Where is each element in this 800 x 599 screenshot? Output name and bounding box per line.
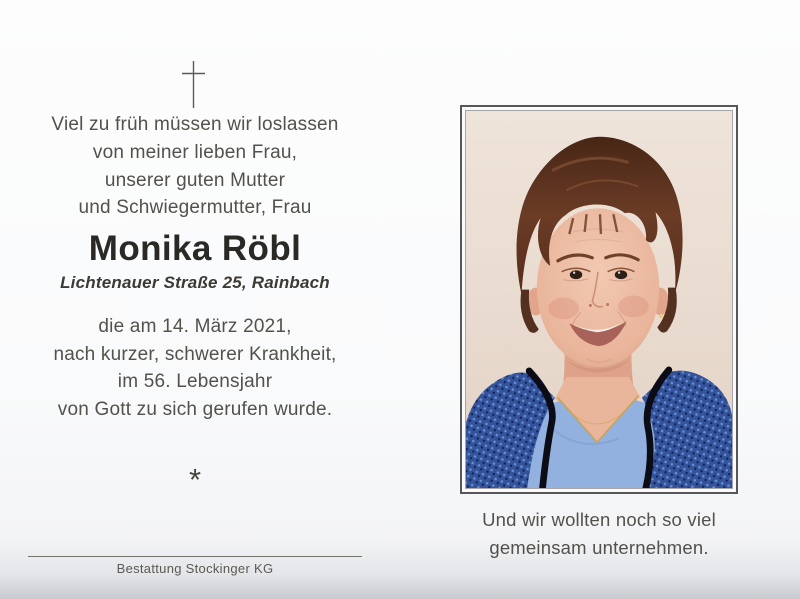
cross-icon: [181, 60, 206, 109]
announcement-line: von meiner lieben Frau,: [92, 141, 298, 163]
deceased-name: Monika Röbl: [88, 229, 302, 268]
announcement-text: [25, 111, 365, 222]
passing-text: [15, 313, 375, 423]
photo-frame: [460, 105, 738, 494]
portrait-illustration: [466, 111, 732, 488]
photo-caption-line: Und wir wollten noch so viel: [482, 509, 716, 530]
passing-line: im 56. Lebensjahr: [117, 371, 273, 393]
announcement-line: unserer guten Mutter: [104, 169, 286, 191]
portrait-photo: [465, 110, 733, 489]
photo-caption: [450, 506, 748, 562]
photo-caption-line: gemeinsam unternehmen.: [489, 537, 709, 558]
announcement-line: Viel zu früh müssen wir loslassen: [51, 114, 339, 135]
signature-line: [28, 556, 362, 557]
funeral-home-name: Bestattung Stockinger KG: [116, 561, 274, 576]
announcement-line: und Schwiegermutter, Frau: [78, 197, 312, 219]
deceased-address: Lichtenauer Straße 25, Rainbach: [60, 273, 330, 292]
passing-line: von Gott zu sich gerufen wurde.: [57, 398, 333, 420]
passing-line: nach kurzer, schwerer Krankheit,: [53, 343, 337, 365]
passing-line: die am 14. März 2021,: [98, 316, 292, 337]
star-icon: *: [188, 462, 202, 497]
